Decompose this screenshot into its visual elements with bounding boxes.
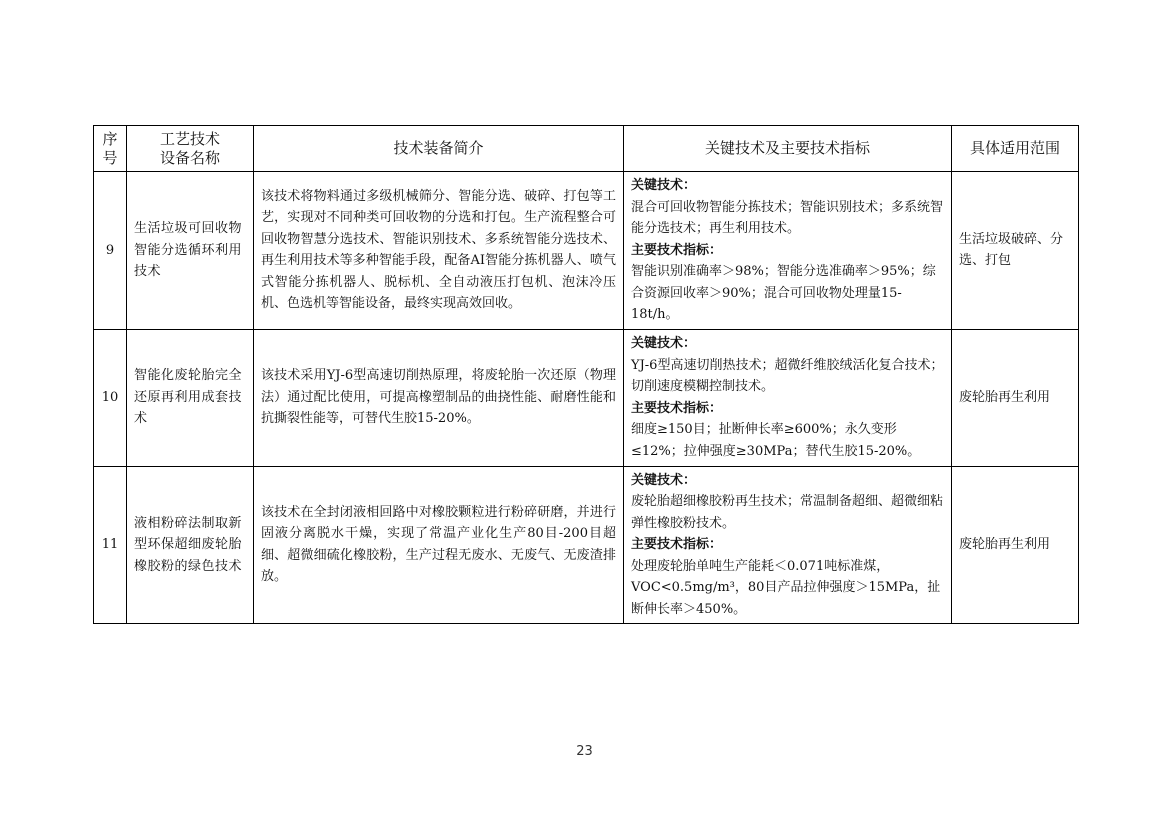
table-row [94, 172, 1079, 330]
row-num: 10 [94, 329, 127, 466]
header-intro: 技术装备简介 [254, 126, 624, 172]
header-key: 关键技术及主要技术指标 [624, 126, 952, 172]
row-intro: 该技术采用YJ-6型高速切削热原理，将废轮胎一次还原（物理法）通过配比使用，可提高橡塑制品的曲挠性能、耐磨性能和抗撕裂性能等，可替代生胶15-20%。 [254, 329, 624, 466]
row-scope: 生活垃圾破碎、分选、打包 [952, 172, 1079, 330]
row-key-indicators [624, 329, 952, 466]
row-name: 生活垃圾可回收物智能分选循环利用技术 [127, 172, 254, 330]
header-num [94, 126, 127, 172]
row-num: 9 [94, 172, 127, 330]
main-index-text: 细度≥150目；扯断伸长率≥600%；永久变形≤12%；拉伸强度≥30MPa；替代生胶15-20%。 [631, 422, 921, 459]
header-scope: 具体适用范围 [952, 126, 1079, 172]
key-tech-label: 关键技术： [631, 472, 697, 488]
row-name: 智能化废轮胎完全还原再利用成套技术 [127, 329, 254, 466]
table-row [94, 466, 1079, 624]
header-name [127, 126, 254, 172]
header-num-text: 序 号 [102, 129, 118, 167]
row-key-indicators [624, 172, 952, 330]
row-intro: 该技术在全封闭液相回路中对橡胶颗粒进行粉碎研磨，并进行固液分离脱水干燥，实现了常温产业化生产80目-200目超细、超微细硫化橡胶粉，生产过程无废水、无废气、无废渣排放。 [254, 466, 624, 624]
page-number: 23 [576, 744, 593, 759]
table-header-row [94, 126, 1079, 172]
key-tech-text: 混合可回收物智能分拣技术；智能识别技术；多系统智能分选技术；再生利用技术。 [631, 199, 944, 236]
main-index-text: 处理废轮胎单吨生产能耗＜0.071吨标准煤，VOC<0.5mg/m³，80目产品拉伸强度＞15MPa，扯断伸长率＞450%。 [631, 558, 941, 617]
row-name: 液相粉碎法制取新型环保超细废轮胎橡胶粉的绿色技术 [127, 466, 254, 624]
key-tech-label: 关键技术： [631, 336, 697, 351]
main-index-label: 主要技术指标： [631, 400, 723, 416]
main-index-label: 主要技术指标： [631, 537, 723, 552]
technology-table [93, 125, 1079, 624]
main-index-label: 主要技术指标： [631, 242, 723, 258]
row-intro: 该技术将物料通过多级机械筛分、智能分选、破碎、打包等工艺，实现对不同种类可回收物的分选和打包。生产流程整合可回收物智慧分选技术、智能识别技术、多系统智能分选技术、再生利用技术等多种智能手段，配备AI智能分拣机器人、喷气式智能分拣机器人、脱标机、全自动液压打包机、泡沫冷压机、色选机等智能设备，最终实现高效回收。 [254, 172, 624, 330]
main-index-text: 智能识别准确率＞98%；智能分选准确率＞95%；综合资源回收率＞90%；混合可回收物处理量15-18t/h。 [631, 264, 936, 322]
row-key-indicators [624, 466, 952, 624]
key-tech-text: 废轮胎超细橡胶粉再生技术；常温制备超细、超微细粘弹性橡胶粉技术。 [631, 494, 944, 531]
key-tech-label: 关键技术： [631, 178, 697, 193]
header-name-text: 工艺技术 设备名称 [159, 129, 220, 167]
row-num: 11 [94, 466, 127, 624]
key-tech-text: YJ-6型高速切削热技术；超微纤维胶绒活化复合技术；切削速度模糊控制技术。 [631, 357, 944, 394]
table-row [94, 329, 1079, 466]
row-scope: 废轮胎再生利用 [952, 466, 1079, 624]
row-scope: 废轮胎再生利用 [952, 329, 1079, 466]
